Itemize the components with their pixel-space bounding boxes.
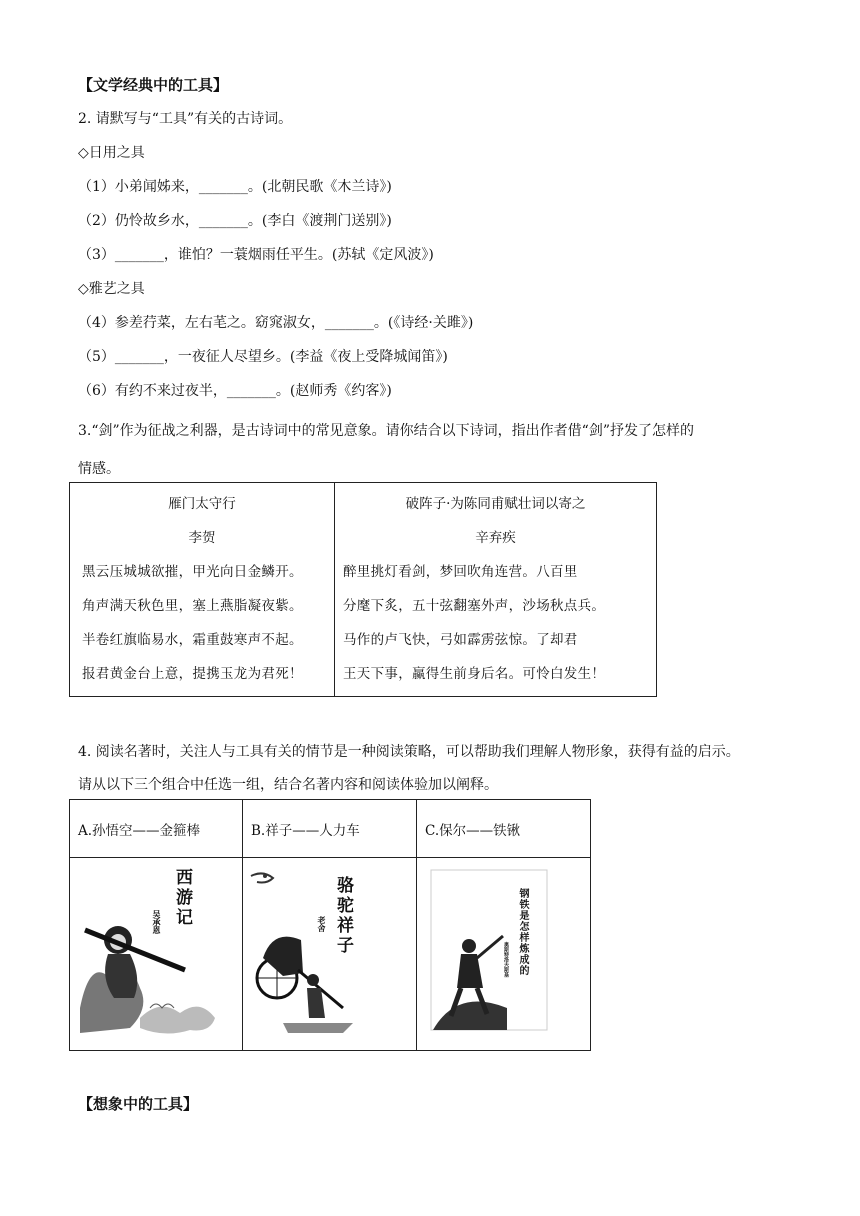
poem-line: 王天下事，赢得生前身后名。可怜白发生！ — [343, 666, 606, 682]
question-4-line-2: 请从以下三个组合中任选一组，结合名著内容和阅读体验加以阐释。 — [78, 777, 498, 793]
cover-gangtie — [417, 858, 591, 1051]
poem-line: 角声满天秋色里，塞上燕脂凝夜紫。 — [82, 598, 303, 614]
poem-title: 破阵子·为陈同甫赋壮词以寄之 — [405, 496, 586, 512]
poem-author: 辛弃疾 — [475, 530, 516, 546]
poem-line: 报君黄金台上意，提携玉龙为君死！ — [82, 666, 303, 682]
cover-author: 老舍 — [317, 916, 327, 932]
poem-comparison-table — [69, 482, 657, 697]
option-b: B.祥子——人力车 — [243, 800, 417, 858]
cover-author: 吴承恩 — [152, 910, 162, 934]
poem-line: 半卷红旗临易水，霜重鼓寒声不起。 — [82, 632, 303, 648]
option-c: C.保尔——铁锹 — [417, 800, 591, 858]
fill-item-5: （5）_______，一夜征人尽望乡。(李益《夜上受降城闻笛》) — [78, 349, 448, 365]
category-daily-tools: ◇日用之具 — [78, 145, 145, 161]
question-3-line-2: 情感。 — [78, 461, 120, 477]
poem-line: 黑云压城城欲摧，甲光向日金鳞开。 — [82, 564, 303, 580]
cover-author: 奥斯特洛夫斯基 — [503, 942, 509, 977]
poem-author: 李贺 — [188, 530, 216, 546]
category-art-tools: ◇雅艺之具 — [78, 281, 145, 297]
monkey-king-illustration — [70, 858, 242, 1050]
cover-title: 骆驼祥子 — [333, 876, 353, 956]
fill-item-2: （2）仍怜故乡水，_______。(李白《渡荆门送别》) — [78, 213, 392, 229]
question-2-prompt: 2. 请默写与“工具”有关的古诗词。 — [78, 111, 293, 127]
fill-item-4: （4）参差荇菜，左右芼之。窈窕淑女，_______。(《诗经·关雎》) — [78, 315, 474, 331]
cover-title: 钢铁是怎样炼成的 — [517, 888, 528, 976]
fill-item-3: （3）_______，谁怕？一蓑烟雨任平生。(苏轼《定风波》) — [78, 247, 434, 263]
poem-line: 醉里挑灯看剑，梦回吹角连营。八百里 — [343, 564, 578, 580]
fill-item-6: （6）有约不来过夜半，_______。(赵师秀《约客》) — [78, 383, 392, 399]
question-4-line-1: 4. 阅读名著时，关注人与工具有关的情节是一种阅读策略，可以帮助我们理解人物形象，获得有益的启示。 — [78, 744, 740, 760]
poem-line: 马作的卢飞快，弓如霹雳弦惊。了却君 — [343, 632, 578, 648]
option-a: A.孙悟空——金箍棒 — [70, 800, 243, 858]
fill-item-1: （1）小弟闻姊来，_______。(北朝民歌《木兰诗》) — [78, 179, 392, 195]
poem-cell-yanmen — [70, 483, 335, 697]
poem-title: 雁门太守行 — [168, 496, 236, 512]
cover-title: 西游记 — [172, 868, 192, 928]
cover-luotuoxiangzi — [243, 858, 417, 1051]
question-3-line-1: 3.“剑”作为征战之利器，是古诗词中的常见意象。请你结合以下诗词，指出作者借“剑”抒发了怎样的 — [78, 423, 694, 439]
book-options-table — [69, 799, 591, 1051]
poem-cell-pozhenzi — [335, 483, 657, 697]
poem-line: 分麾下炙，五十弦翻塞外声，沙场秋点兵。 — [343, 598, 606, 614]
cover-xiyouji — [70, 858, 243, 1051]
rickshaw-illustration — [243, 858, 416, 1050]
section-heading-imagination: 【想象中的工具】 — [78, 1095, 199, 1113]
section-heading-literature: 【文学经典中的工具】 — [78, 76, 229, 94]
